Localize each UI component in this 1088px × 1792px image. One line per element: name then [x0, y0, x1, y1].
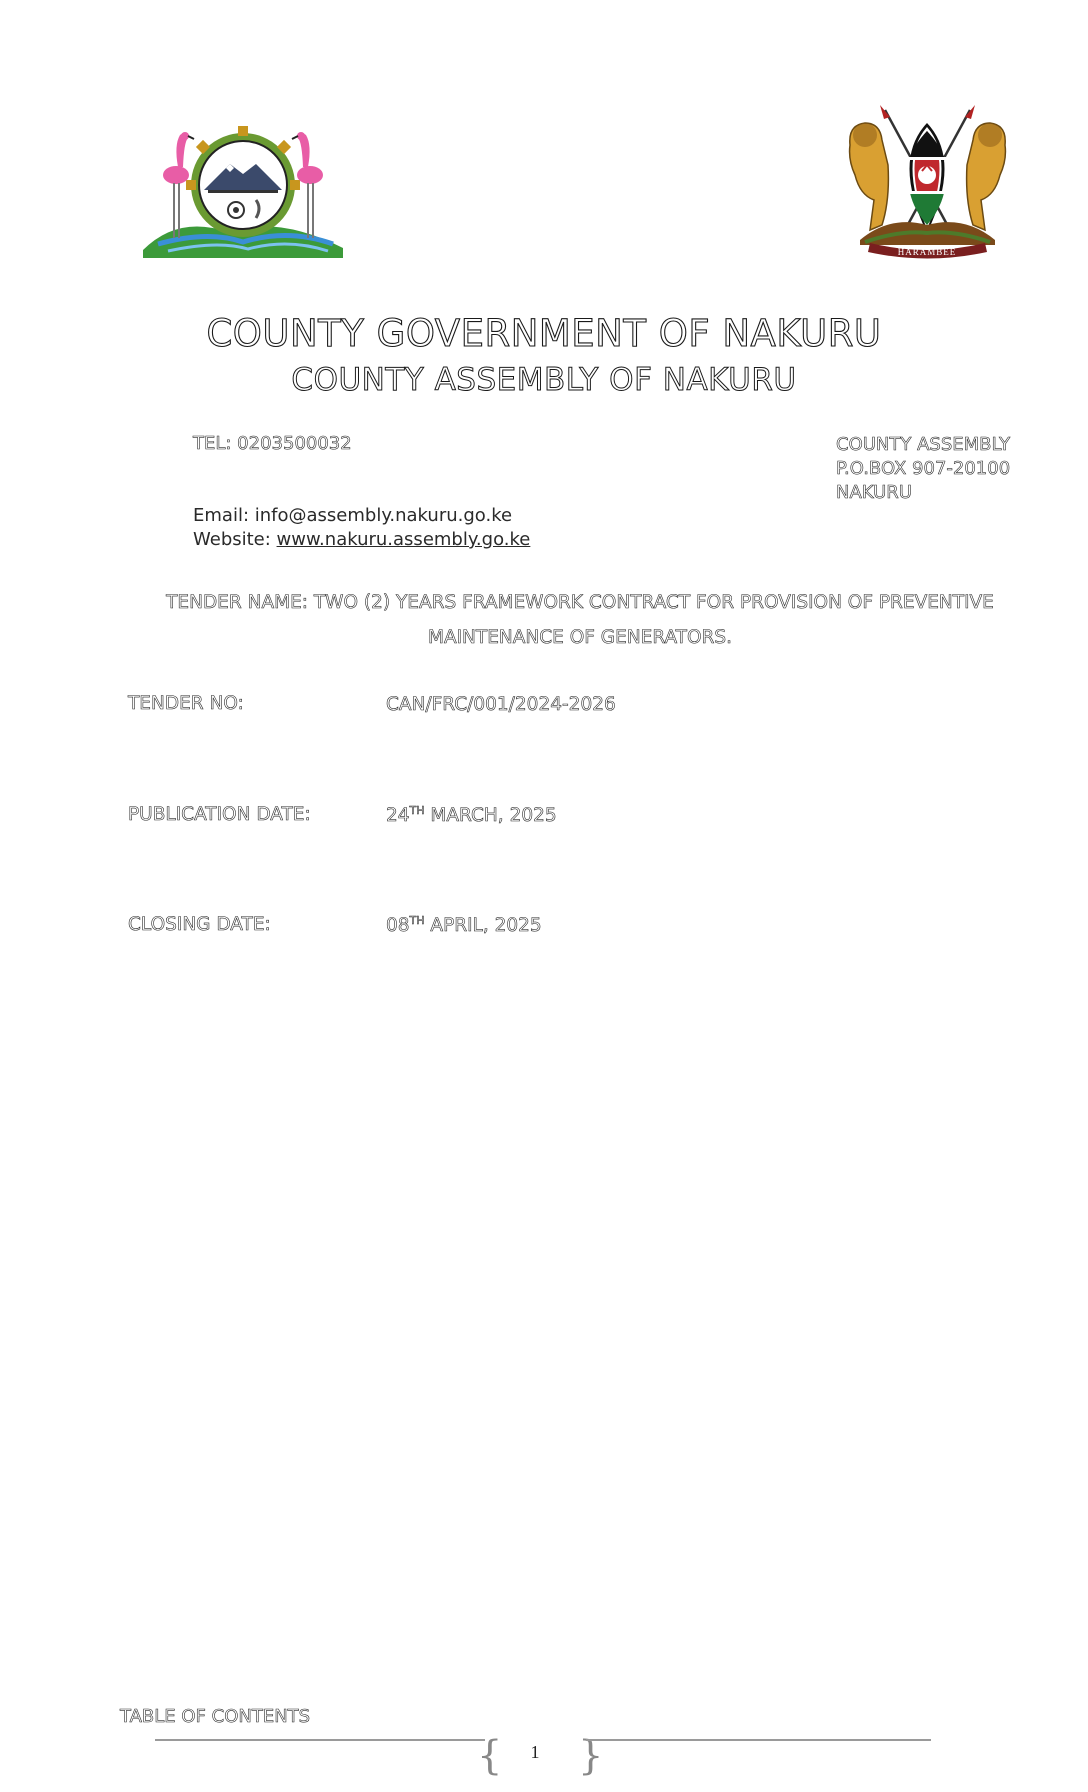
publication-date-value: 24TH MARCH, 2025 [386, 804, 557, 826]
address-line: P.O.BOX 907-20100 [836, 458, 1011, 479]
closing-date-value: 08TH APRIL, 2025 [386, 914, 542, 936]
email-line [193, 505, 512, 526]
kenya-coat-of-arms [840, 105, 1015, 260]
postal-address [836, 433, 1010, 505]
website-link[interactable]: www.nakuru.assembly.go.ke [276, 529, 531, 550]
email-address[interactable]: info@assembly.nakuru.go.ke [254, 505, 513, 526]
address-line: COUNTY ASSEMBLY [836, 434, 1011, 455]
tender-name [130, 585, 1030, 655]
footer-divider [155, 1739, 485, 1741]
telephone: TEL: 0203500032 [193, 433, 352, 454]
email-label: Email: [193, 505, 255, 526]
closing-date-label: CLOSING DATE: [128, 914, 271, 935]
address-line: NAKURU [836, 482, 912, 503]
footer-divider [586, 1739, 931, 1741]
tender-no-label: TENDER NO: [128, 693, 244, 714]
tender-name-line: MAINTENANCE OF GENERATORS. [427, 627, 733, 648]
page-title: COUNTY GOVERNMENT OF NAKURU [206, 312, 882, 355]
tender-no-value: CAN/FRC/001/2024-2026 [386, 694, 616, 715]
svg-text:HARAMBEE: HARAMBEE [897, 247, 957, 257]
page-subtitle: COUNTY ASSEMBLY OF NAKURU [291, 362, 797, 398]
table-of-contents-heading: TABLE OF CONTENTS [120, 1706, 311, 1727]
publication-date-label: PUBLICATION DATE: [128, 804, 311, 825]
website-line [193, 529, 530, 550]
tender-name-line: TENDER NAME: TWO (2) YEARS FRAMEWORK CONTRACT FOR PROVISION OF PREVENTIVE [166, 592, 994, 613]
page-number: 1 [530, 1742, 540, 1762]
footer-bracket-right: } [578, 1733, 604, 1779]
footer-bracket-left: { [477, 1733, 503, 1779]
nakuru-county-logo [138, 120, 348, 260]
website-label: Website: [193, 529, 277, 550]
